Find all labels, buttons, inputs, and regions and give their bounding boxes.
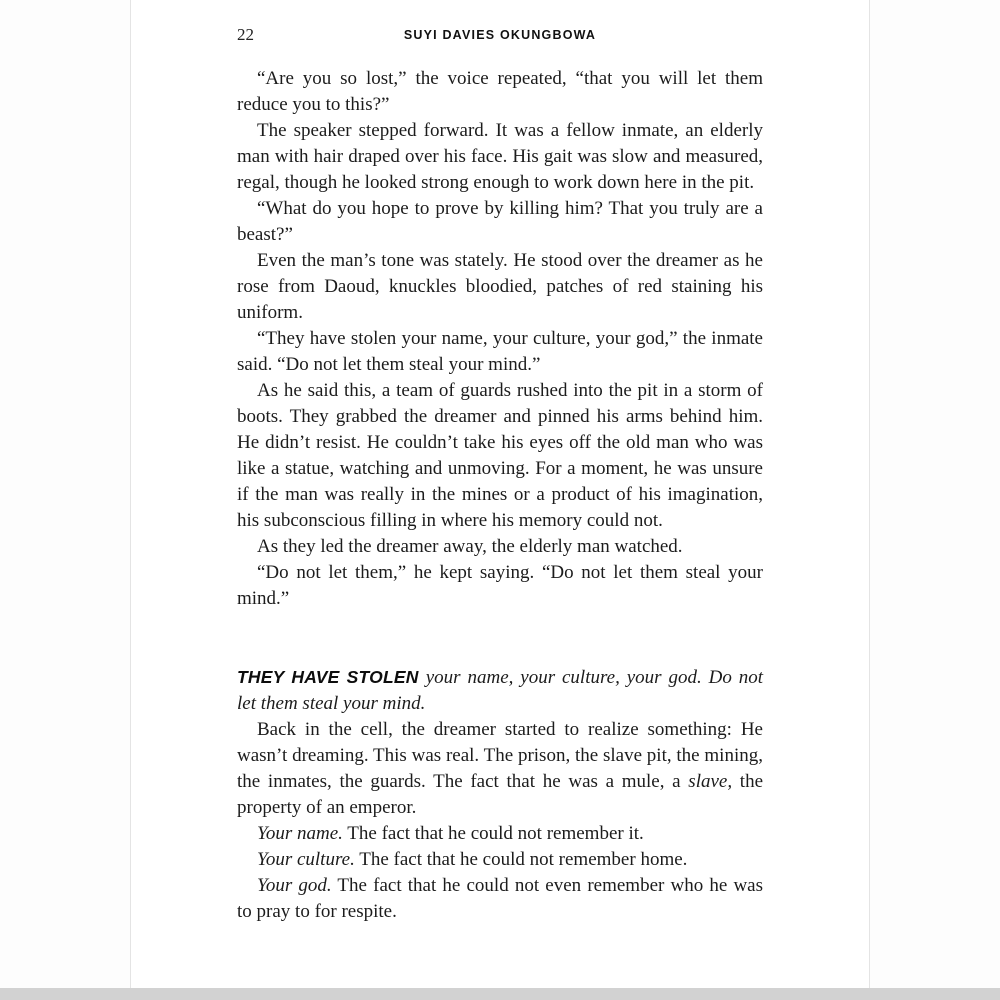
paragraph-they-have-stolen-quote: “They have stolen your name, your culture, your god,” the inmate said. “Do not let them steal your mind.” <box>237 328 763 375</box>
running-header: SUYI DAVIES OKUNGBOWA <box>403 28 597 42</box>
page-number: 22 <box>237 25 254 44</box>
section-opener-rest: your name, your culture, your god. Do not let them steal your mind. <box>237 667 763 714</box>
paragraph-do-not-let-them: “Do not let them,” he kept saying. “Do not let them steal your mind.” <box>237 562 763 609</box>
paragraph-back-in-cell-italic-word: slave, <box>688 771 733 792</box>
paragraph-what-do-you-hope: “What do you hope to prove by killing him? That you truly are a beast?” <box>237 198 763 245</box>
paragraph-your-god-lead: Your god. <box>257 875 332 896</box>
paragraph-your-name-rest: The fact that he could not remember it. <box>342 823 644 844</box>
section-opener-lead: THEY HAVE STOLEN <box>237 667 426 687</box>
paragraph-your-culture-lead: Your culture. <box>257 849 355 870</box>
paragraph-your-name <box>237 821 763 847</box>
paragraph-speaker-stepped: The speaker stepped forward. It was a fellow inmate, an elderly man with hair draped over his face. His gait was slow and measured, regal, though he looked strong enough to work down here in the pit. <box>237 120 763 193</box>
paragraph-guards-rushed: As he said this, a team of guards rushed into the pit in a storm of boots. They grabbed the dreamer and pinned his arms behind him. He didn’t resist. He couldn’t take his eyes off the old man who was like a statue, watching and unmoving. For a moment, he was unsure if the man was really in the mines or a product of his imagination, his subconscious filling in where his memory could not. <box>237 380 763 531</box>
paragraph-back-in-cell <box>237 717 763 821</box>
book-page <box>130 0 870 988</box>
paragraph-back-in-cell-text: Back in the cell, the dreamer started to realize something: He wasn’t dreaming. This was real. The prison, the slave pit, the mining, the inmates, the guards. The fact that he was a mule, a <box>237 719 763 792</box>
section-opener <box>237 664 763 717</box>
paragraph-back-in-cell-tail: the property of an emperor. <box>237 771 764 818</box>
page-body <box>237 66 763 925</box>
paragraph-your-god <box>237 873 763 925</box>
paragraph-your-name-lead: Your name. <box>257 823 343 844</box>
paragraph-voice-quote: “Are you so lost,” the voice repeated, “that you will let them reduce you to this?” <box>237 68 763 115</box>
paragraph-your-culture-rest: The fact that he could not remember home. <box>354 849 688 870</box>
paragraph-stately-tone: Even the man’s tone was stately. He stood over the dreamer as he rose from Daoud, knuckles bloodied, patches of red staining his uniform. <box>237 250 763 323</box>
paragraph-led-away: As they led the dreamer away, the elderly man watched. <box>257 536 683 557</box>
section-break-block <box>237 664 763 925</box>
paragraph-your-culture <box>237 847 763 873</box>
scan-bottom-edge <box>0 988 1000 1000</box>
page-header <box>237 26 763 44</box>
paragraph-your-god-rest: The fact that he could not even remember who he was to pray to for respite. <box>237 875 763 922</box>
